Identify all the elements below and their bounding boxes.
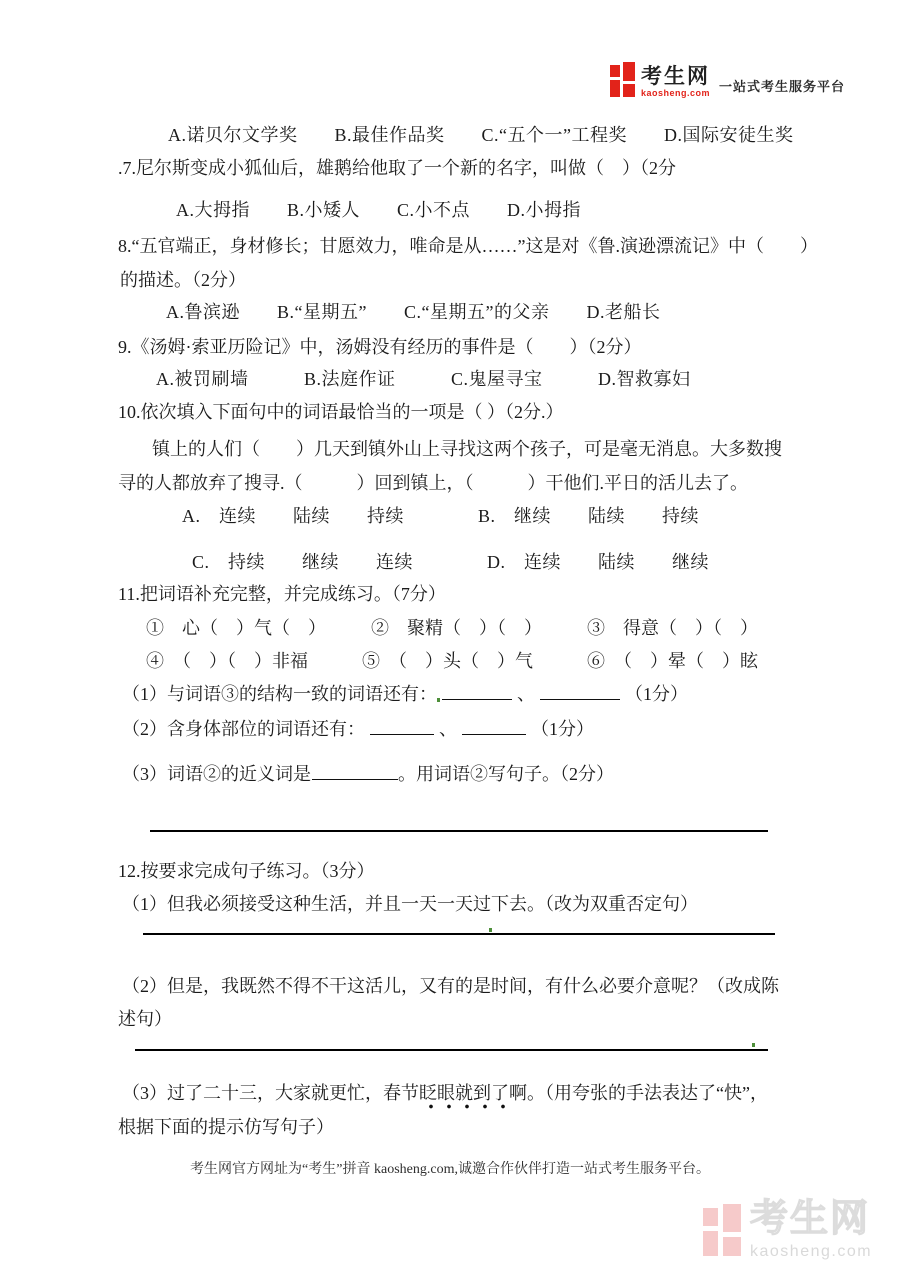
q12-sub3-line2: 根据下面的提示仿写句子） xyxy=(118,1117,334,1137)
q11-sub1-separator: 、 xyxy=(517,684,535,705)
q10-passage-line1: 镇上的人们（ ）几天到镇外山上寻找这两个孩子，可是毫无消息。大多数搜 xyxy=(152,439,782,459)
q11-sub1-points: （1分） xyxy=(625,684,688,705)
q12-sub2-line2: 述句） xyxy=(118,1009,172,1029)
q11-sub1-text: （1）与词语③的结构一致的词语还有： xyxy=(122,684,437,705)
q11-sub2-text: （2）含身体部位的词语还有： xyxy=(122,719,365,740)
logo-domain-text: kaosheng.com xyxy=(641,88,711,98)
q9-options: A.被罚刷墙 B.法庭作证 C.鬼屋寻宝 D.智救寡妇 xyxy=(156,369,691,389)
q11-idioms-row2: ④ （ ）（ ）非福 ⑤ （ ）头（ ）气 ⑥ （ ）晕（ ）眩 xyxy=(146,651,758,671)
kaosheng-logo-icon xyxy=(610,62,636,98)
q11-sub1-blank1 xyxy=(442,682,512,700)
logo-text-stack xyxy=(641,66,710,98)
footer-note: 考生网官方网址为“考生”拼音 kaosheng.com,诚邀合作伙伴打造一站式考生服务平台。 xyxy=(190,1162,710,1177)
q8-stem-line2: 的描述。（2分） xyxy=(120,270,246,290)
q11-sub3-blank xyxy=(312,762,398,780)
q12-sub2-line1: （2）但是，我既然不得不干这活儿，又有的是时间，有什么必要介意呢？（改成陈 xyxy=(122,976,779,996)
q11-stem: 11.把词语补充完整，并完成练习。（7分） xyxy=(118,584,446,604)
q7-stem: .7.尼尔斯变成小狐仙后，雄鹅给他取了一个新的名字，叫做（ ）（2分 xyxy=(118,158,676,178)
scan-artifact-dot xyxy=(752,1043,755,1047)
logo-brand-text: 考生网 xyxy=(641,65,710,88)
q11-sub1-blank2 xyxy=(540,682,620,700)
q11-sub2-separator: 、 xyxy=(439,719,457,740)
kaosheng-header-logo xyxy=(610,62,845,98)
q11-sub2-points: （1分） xyxy=(531,719,594,740)
watermark-logo-icon xyxy=(703,1204,743,1258)
q11-sub2-blank1 xyxy=(370,717,434,735)
q7-options: A.大拇指 B.小矮人 C.小不点 D.小拇指 xyxy=(176,200,582,220)
kaosheng-watermark xyxy=(703,1200,872,1260)
q10-options-ab: A. 连续 陆续 持续 B. 继续 陆续 持续 xyxy=(182,506,700,526)
q12-sub3-emphasized: 眨眼就到了 xyxy=(419,1083,509,1109)
watermark-domain-text: kaosheng.com xyxy=(750,1243,873,1260)
q11-sub2-blank2 xyxy=(462,717,526,735)
q12-sub3-post: 啊。（用夸张的手法表达了“快”， xyxy=(509,1083,768,1103)
q12-sub1-answer-line xyxy=(143,933,775,935)
q12-sub1: （1）但我必须接受这种生活，并且一天一天过下去。（改为双重否定句） xyxy=(122,894,698,914)
q11-sub3-points: 。用词语②写句子。（2分） xyxy=(398,764,614,785)
scan-artifact-dot xyxy=(489,928,492,932)
watermark-text-stack xyxy=(750,1200,872,1260)
q8-options: A.鲁滨逊 B.“星期五” C.“星期五”的父亲 D.老船长 xyxy=(166,302,661,322)
q9-stem: 9.《汤姆·索亚历险记》中，汤姆没有经历的事件是（ ）（2分） xyxy=(118,337,642,357)
q12-sub2-answer-line xyxy=(135,1049,768,1051)
q11-answer-line xyxy=(150,830,768,832)
watermark-brand-text: 考生网 xyxy=(750,1198,871,1240)
q11-sub1 xyxy=(122,682,688,706)
q12-sub3-line1 xyxy=(122,1082,768,1105)
q11-sub2 xyxy=(122,717,594,741)
q6-options-line: A.诺贝尔文学奖 B.最佳作品奖 C.“五个一”工程奖 D.国际安徒生奖 xyxy=(168,125,794,145)
q12-stem: 12.按要求完成句子练习。（3分） xyxy=(118,861,375,881)
scan-artifact-dot xyxy=(437,698,440,702)
q10-options-cd: C. 持续 继续 连续 D. 连续 陆续 继续 xyxy=(192,552,710,572)
q10-passage-line2: 寻的人都放弃了搜寻.（ ）回到镇上，（ ）干他们.平日的活儿去了。 xyxy=(118,473,748,493)
q11-sub3-text: （3）词语②的近义词是 xyxy=(122,764,311,785)
q10-stem: 10.依次填入下面句中的词语最恰当的一项是（ ）（2分.） xyxy=(118,402,564,422)
logo-tagline: 一站式考生服务平台 xyxy=(719,79,846,94)
q11-sub3 xyxy=(122,762,614,786)
q11-idioms-row1: ① 心（ ）气（ ） ② 聚精（ ）（ ） ③ 得意（ ）（ ） xyxy=(146,618,758,638)
q8-stem-line1: 8.“五官端正，身材修长；甘愿效力，唯命是从……”这是对《鲁.演逊漂流记》中（ ） xyxy=(118,236,818,256)
q12-sub3-pre: （3）过了二十三，大家就更忙，春节 xyxy=(122,1083,419,1103)
